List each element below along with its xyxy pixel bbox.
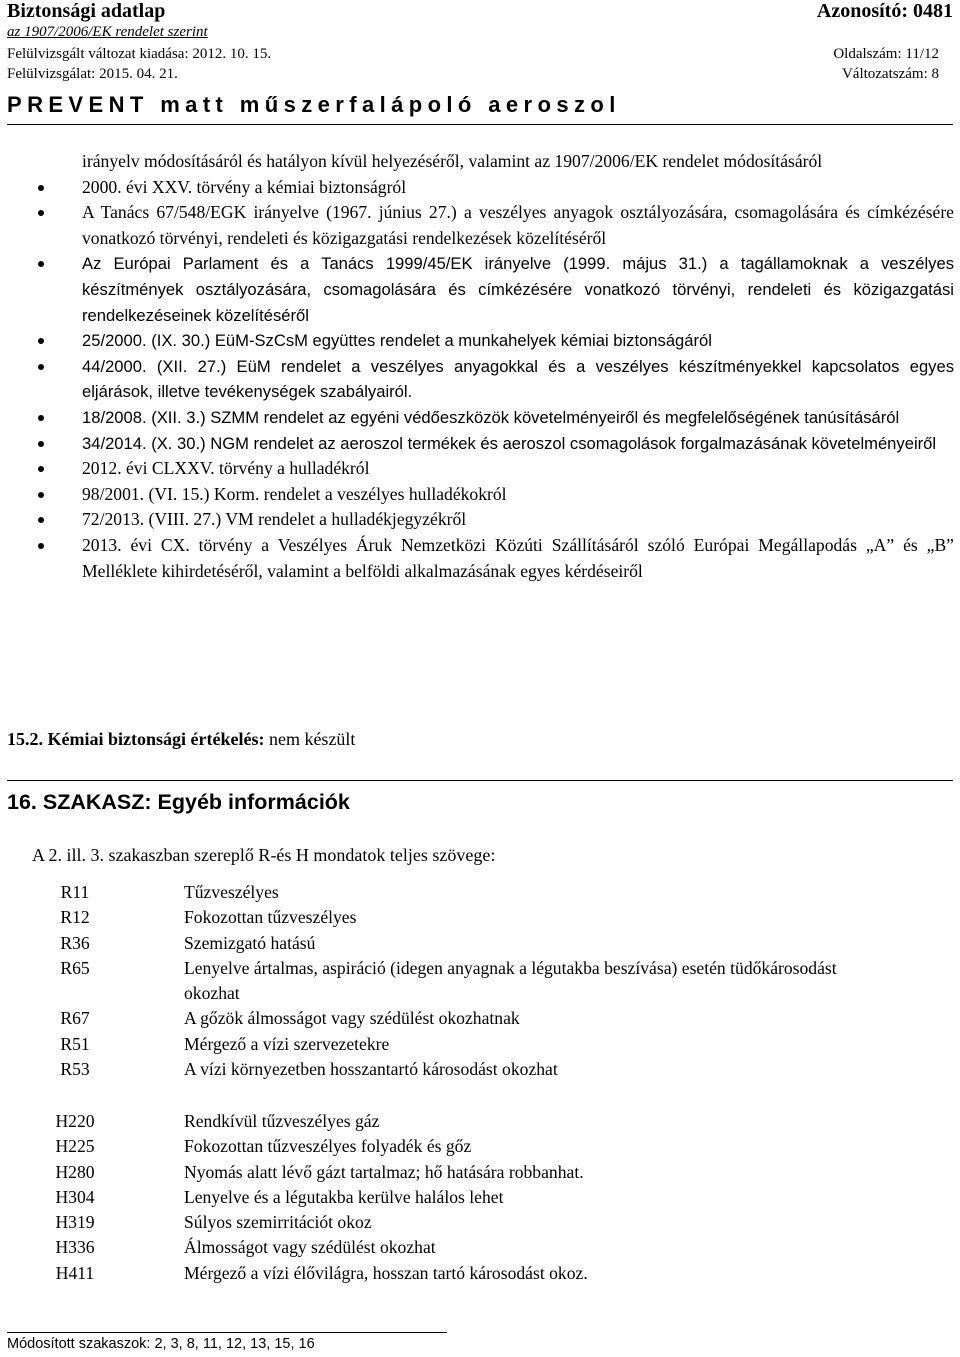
phrase-text: Mérgező a vízi szervezetekre [184,1033,390,1054]
r-phrase-row [0,905,960,930]
h-phrase-row [0,1210,960,1235]
page-number: Oldalszám: 11/12 [833,46,939,62]
continuation-text: irányelv módosításáról és hatályon kívül helyezéséről, valamint az 1907/2006/EK rendelet módosításáról [82,151,823,171]
phrases-intro: A 2. ill. 3. szakaszban szereplő R-és H mondatok teljes szövege: [32,845,496,865]
phrase-text: A gőzök álmosságot vagy szédülést okozhatnak [184,1008,520,1029]
phrase-code: R12 [60,907,90,928]
section-15-2-value: nem készült [268,729,356,749]
h-phrase-row [0,1134,960,1159]
section-15-2 [7,729,355,750]
h-phrases-table [0,1109,960,1286]
regulation-list [82,175,954,585]
list-item: 2012. évi CLXXV. törvény a hulladékról [82,456,954,482]
document-id: Azonosító: 0481 [816,0,953,22]
header-row-review [7,66,953,86]
phrase-code: H319 [55,1212,95,1233]
phrase-text: Tűzveszélyes [184,882,279,902]
phrase-text: Súlyos szemirritációt okoz [184,1212,372,1233]
phrase-text: Fokozottan tűzveszélyes [184,907,357,928]
document-title: Biztonsági adatlap [7,0,166,22]
phrase-code: R51 [60,1033,90,1054]
review-date: Felülvizsgálat: 2015. 04. 21. [7,66,178,82]
list-item: 25/2000. (IX. 30.) EüM-SzCsM együttes rendelet a munkahelyek kémiai biztonságáról [82,328,954,354]
phrase-code: R36 [60,932,90,953]
product-name: PREVENT matt műszerfalápoló aeroszol [7,92,621,117]
section-15-2-label: 15.2. Kémiai biztonsági értékelés: [7,729,265,749]
r-phrases-table [0,880,960,1082]
r-phrase-row [0,956,960,1007]
h-phrase-row [0,1185,960,1210]
phrase-code: R53 [60,1059,90,1080]
phrase-code: H220 [55,1111,95,1131]
r-phrase-row [0,1006,960,1031]
h-phrase-row [0,1160,960,1185]
issue-date: Felülvizsgált változat kiadása: 2012. 10. 15. [7,46,272,62]
regulation-list-section [82,149,954,584]
list-item: Az Európai Parlament és a Tanács 1999/45/EK irányelve (1999. május 31.) a tagállamoknak a veszélyes készítmények osztályozására, csomagolására és címkézésére vonatkozó törvényi, rendeleti és közigazgatási rendelkezéseinek közelítéséről [82,251,954,328]
list-item: 98/2001. (VI. 15.) Korm. rendelet a veszélyes hulladékokról [82,482,954,508]
phrase-text: A vízi környezetben hosszantartó károsodást okozhat [184,1059,558,1080]
r-phrase-row [0,1032,960,1057]
phrase-code: H225 [55,1136,95,1157]
phrase-text: Lenyelve és a légutakba kerülve halálos lehet [184,1186,504,1207]
phrase-code: H411 [55,1262,95,1283]
list-item: 18/2008. (XII. 3.) SZMM rendelet az egyéni védőeszközök követelményeiről és megfelelőségének tanúsításáról [82,405,954,431]
phrase-code: R65 [60,957,90,978]
phrase-text: Mérgező a vízi élővilágra, hosszan tartó károsodást okoz. [184,1262,588,1283]
list-item: A Tanács 67/548/EGK irányelve (1967. június 27.) a veszélyes anyagok osztályozására, csomagolására és címkézésére vonatkozó törvényi, rendeleti és közigazgatási rendelkezések közelítéséről [82,200,954,251]
footer-divider [7,1332,447,1333]
version-number: Változatszám: 8 [841,66,939,82]
list-item: 2000. évi XXV. törvény a kémiai biztonságról [82,175,954,201]
page-header [7,0,953,24]
list-item: 2013. évi CX. törvény a Veszélyes Áruk Nemzetközi Közúti Szállításáról szóló Európai Megállapodás „A” és „B” Melléklete kihirdetéséről, valamint a belföldi alkalmazásának egyes kérdéseiről [82,533,954,584]
section-16-heading: 16. SZAKASZ: Egyéb információk [7,790,350,814]
phrase-code: R11 [60,882,90,902]
phrase-text: Nyomás alatt lévő gázt tartalmaz; hő hatására robbanhat. [184,1161,584,1182]
h-phrase-row [0,1109,960,1134]
list-item: 44/2000. (XII. 27.) EüM rendelet a veszélyes anyagokkal és a veszélyes készítményekkel kapcsolatos egyes eljárások, illetve tevékenységek szabályairól. [82,354,954,405]
header-divider [7,124,953,125]
r-phrase-row [0,880,960,905]
section-divider [7,780,953,781]
list-item: 72/2013. (VIII. 27.) VM rendelet a hulladékjegyzékről [82,507,954,533]
phrase-code: R67 [60,1008,90,1029]
phrase-code: H304 [55,1186,95,1207]
phrase-text: Fokozottan tűzveszélyes folyadék és gőz [184,1136,472,1157]
header-row-issue [7,46,953,66]
phrase-code: H280 [55,1161,95,1182]
phrase-text: Szemizgató hatású [184,932,316,953]
phrase-text: Lenyelve ártalmas, aspiráció (idegen anyagnak a légutakba beszívása) esetén tüdőkárosodást okozhat [184,957,837,1004]
phrase-code: H336 [55,1237,95,1258]
phrase-text: Álmosságot vagy szédülést okozhat [184,1237,436,1258]
list-item: 34/2014. (X. 30.) NGM rendelet az aeroszol termékek és aeroszol csomagolások forgalmazásának követelményeiről [82,431,954,457]
regulation-reference: az 1907/2006/EK rendelet szerint [7,24,208,40]
phrase-text: Rendkívül tűzveszélyes gáz [184,1111,380,1131]
r-phrase-row [0,1057,960,1082]
h-phrase-row [0,1235,960,1260]
h-phrase-row [0,1261,960,1286]
r-phrase-row [0,931,960,956]
modified-sections: Módosított szakaszok: 2, 3, 8, 11, 12, 13, 15, 16 [7,1336,315,1352]
